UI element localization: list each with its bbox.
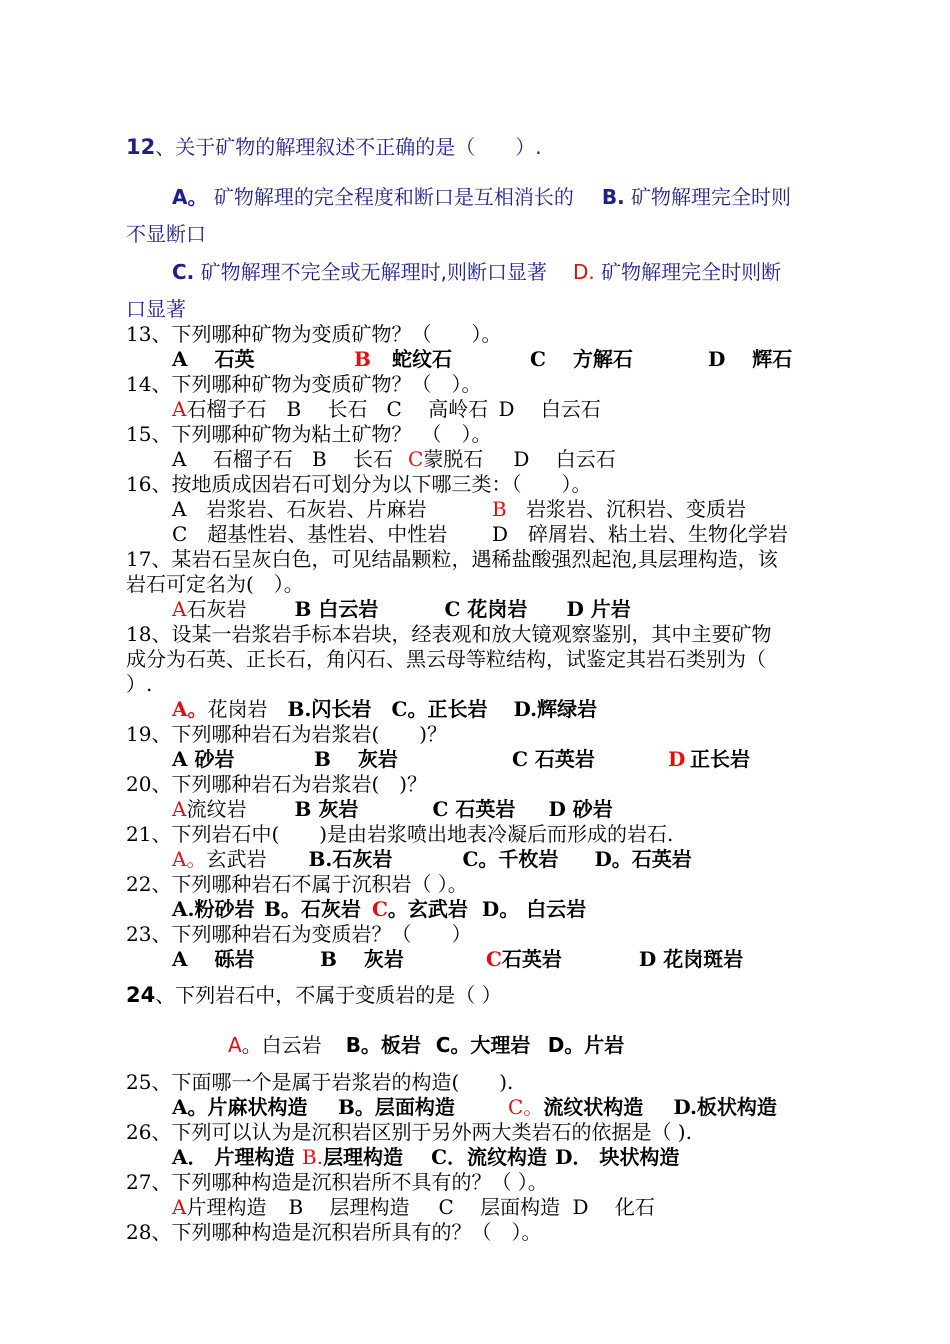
q16-option-d: D 碎屑岩、粘土岩、生物化学岩 xyxy=(492,522,789,546)
q12-option-b: 矿物解理完全时则 xyxy=(631,185,792,209)
q21-option-b: B.石灰岩 xyxy=(308,847,393,871)
question-15-options xyxy=(172,447,616,472)
q25-answer-key: C。 xyxy=(508,1095,544,1119)
question-23-title: 23、下列哪种岩石为变质岩？（ ） xyxy=(126,922,472,946)
q21-answer-key: A。 xyxy=(172,847,207,871)
q17-answer-key: A xyxy=(172,597,187,621)
question-21-title: 21、下列岩石中( )是由岩浆喷出地表冷凝后而形成的岩石. xyxy=(126,822,674,846)
question-20-options xyxy=(172,797,613,822)
q21-option-c: C。千枚岩 xyxy=(462,847,559,871)
q20-answer-key: A xyxy=(172,797,187,821)
question-16-options-cd xyxy=(172,522,788,547)
q25-option-a: A。片麻状构造 xyxy=(172,1095,308,1119)
q16-answer-key: B xyxy=(492,497,507,521)
question-27-options xyxy=(172,1195,655,1220)
q15-option-b: B 长石 xyxy=(312,447,394,471)
q19-answer-key: D xyxy=(668,747,686,771)
q12-option-c-key: C. xyxy=(172,260,195,284)
q21-option-d: D。石英岩 xyxy=(594,847,692,871)
q24-title-text: 、下列岩石中，不属于变质岩的是（ ） xyxy=(155,983,502,1007)
q22-option-d: D。 白云岩 xyxy=(481,897,587,921)
q15-answer-key: C xyxy=(408,447,424,471)
q13-option-d: D 辉石 xyxy=(708,347,793,371)
q18-option-d: D.辉绿岩 xyxy=(513,697,598,721)
question-19-title: 19、下列哪种岩石为岩浆岩( )？ xyxy=(126,722,448,746)
q14-option-d: D 白云石 xyxy=(498,397,601,421)
question-16-title: 16、按地质成因岩石可划分为以下哪三类：（ ）。 xyxy=(126,472,592,496)
q26-option-b: 层理构造 xyxy=(323,1145,404,1169)
q13-answer-key: B xyxy=(354,347,371,371)
q20-option-c: C 石英岩 xyxy=(432,797,516,821)
q17-option-b: B 白云岩 xyxy=(294,597,379,621)
q20-option-b: B 灰岩 xyxy=(294,797,359,821)
q22-option-c: 。玄武岩 xyxy=(387,897,468,921)
q17-option-c: C 花岗岩 xyxy=(444,597,528,621)
q23-option-b: B 灰岩 xyxy=(320,947,404,971)
q16-option-b: 岩浆岩、沉积岩、变质岩 xyxy=(526,497,746,521)
q20-option-d: D 砂岩 xyxy=(548,797,613,821)
q12-option-b-continued: 不显断口 xyxy=(126,222,206,246)
q22-answer-key: C xyxy=(372,897,388,921)
q15-option-c: 蒙脱石 xyxy=(423,447,484,471)
q27-option-c: C 层面构造 xyxy=(438,1195,561,1219)
question-17-line-1: 17、某岩石呈灰白色，可见结晶颗粒，遇稀盐酸强烈起泡,具层理构造，该 xyxy=(126,547,778,571)
question-13-options xyxy=(172,347,792,372)
q23-option-d: D 花岗斑岩 xyxy=(638,947,744,971)
question-16-options-ab xyxy=(172,497,746,522)
q20-option-a: 流纹岩 xyxy=(186,797,247,821)
q24-option-a: 。白云岩 xyxy=(241,1033,322,1057)
question-17-line-2: 岩石可定名为( ）。 xyxy=(126,572,304,596)
question-18-line-2: 成分为石英、正长石，角闪石、黑云母等粒结构，试鉴定其岩石类别为（ xyxy=(126,647,766,671)
question-22-title: 22、下列哪种岩石不属于沉积岩（ ）。 xyxy=(126,872,468,896)
q12-title-text: 、关于矿物的解理叙述不正确的是（ ）. xyxy=(155,135,542,159)
q27-option-b: B 层理构造 xyxy=(288,1195,410,1219)
q21-option-a: 玄武岩 xyxy=(206,847,267,871)
q24-option-b: B。板岩 xyxy=(345,1033,421,1057)
question-19-options xyxy=(172,747,750,772)
q19-option-c: C 石英岩 xyxy=(512,747,595,771)
q26-answer-key: B. xyxy=(302,1145,324,1169)
question-12-options-cd xyxy=(172,260,781,285)
question-27-title: 27、下列哪种构造是沉积岩所不具有的？（ ）。 xyxy=(126,1170,548,1194)
question-24-title: 24、下列岩石中，不属于变质岩的是（ ） xyxy=(126,983,502,1007)
q15-option-d: D 白云石 xyxy=(513,447,616,471)
q19-option-b: B 灰岩 xyxy=(314,747,398,771)
q26-option-a: A． 片理构造 xyxy=(172,1145,295,1169)
question-20-title: 20、下列哪种岩石为岩浆岩( )？ xyxy=(126,772,428,796)
question-24-options xyxy=(228,1033,624,1058)
q22-option-b: B。石灰岩 xyxy=(264,897,361,921)
question-26-options xyxy=(172,1145,679,1170)
q16-option-c: C 超基性岩、基性岩、中性岩 xyxy=(172,522,448,546)
question-13-title: 13、下列哪种矿物为变质矿物？（ ）。 xyxy=(126,322,502,346)
q27-option-a: 片理构造 xyxy=(186,1195,267,1219)
q14-answer-key: A xyxy=(172,397,187,421)
question-12-title: 12、关于矿物的解理叙述不正确的是（ ）. xyxy=(126,135,542,159)
q27-option-d: D 化石 xyxy=(572,1195,655,1219)
q25-option-d: D.板状构造 xyxy=(673,1095,777,1119)
q14-option-c: C 高岭石 xyxy=(386,397,489,421)
q15-option-a: A 石榴子石 xyxy=(172,447,293,471)
q12-option-d-continued: 口显著 xyxy=(126,297,186,321)
question-18-line-3: ）. xyxy=(126,672,153,696)
q19-option-a: A 砂岩 xyxy=(172,747,235,771)
q26-option-d: D． 块状构造 xyxy=(555,1145,680,1169)
question-25-options xyxy=(172,1095,777,1120)
q24-answer-key: A xyxy=(228,1033,242,1057)
question-21-options xyxy=(172,847,692,872)
q14-option-b: B 长石 xyxy=(286,397,368,421)
q13-option-c: C 方解石 xyxy=(530,347,633,371)
q12-option-d-key: D. xyxy=(573,260,595,284)
q22-option-a: A.粉砂岩 xyxy=(172,897,255,921)
question-18-options xyxy=(172,697,597,722)
question-15-title: 15、下列哪种矿物为粘土矿物？ （ ）。 xyxy=(126,422,492,446)
q17-option-a: 石灰岩 xyxy=(186,597,247,621)
q23-option-a: A 砾岩 xyxy=(172,947,255,971)
question-28-title: 28、下列哪种构造是沉积岩所具有的？（ ）。 xyxy=(126,1220,542,1244)
q18-option-c: C。正长岩 xyxy=(391,697,488,721)
question-22-options xyxy=(172,897,586,922)
q12-option-d: 矿物解理完全时则断 xyxy=(601,260,782,284)
q18-answer-key: A。 xyxy=(172,697,208,721)
q17-option-d: D 片岩 xyxy=(566,597,631,621)
question-12-options-ab xyxy=(172,185,791,210)
q19-option-d: 正长岩 xyxy=(690,747,750,771)
q24-option-c: C。大理岩 xyxy=(435,1033,531,1057)
question-18-line-1: 18、设某一岩浆岩手标本岩块，经表观和放大镜观察鉴别，其中主要矿物 xyxy=(126,622,772,646)
q27-answer-key: A xyxy=(172,1195,187,1219)
question-14-title: 14、下列哪种矿物为变质矿物？（ ）。 xyxy=(126,372,482,396)
q18-option-a: 花岗岩 xyxy=(207,697,268,721)
q12-option-a: 矿物解理的完全程度和断口是互相消长的 xyxy=(213,185,574,209)
q25-option-b: B。层面构造 xyxy=(338,1095,455,1119)
question-17-options xyxy=(172,597,631,622)
q12-option-a-key: A。 xyxy=(172,185,208,209)
q26-option-c: C．流纹构造 xyxy=(431,1145,547,1169)
q23-answer-key: C xyxy=(486,947,502,971)
q16-option-a: A 岩浆岩、石灰岩、片麻岩 xyxy=(172,497,427,521)
q25-option-c: 流纹状构造 xyxy=(543,1095,644,1119)
q13-option-b: 蛇纹石 xyxy=(392,347,452,371)
q23-option-c: 石英岩 xyxy=(501,947,562,971)
question-26-title: 26、下列可以认为是沉积岩区别于另外两大类岩石的依据是（ ). xyxy=(126,1120,692,1144)
question-25-title: 25、下面哪一个是属于岩浆岩的构造( ). xyxy=(126,1070,514,1094)
q12-option-c: 矿物解理不完全或无解理时,则断口显著 xyxy=(200,260,547,284)
q18-option-b: B.闪长岩 xyxy=(287,697,372,721)
q13-option-a: A 石英 xyxy=(172,347,255,371)
question-14-options xyxy=(172,397,601,422)
q14-option-a: 石榴子石 xyxy=(186,397,267,421)
q24-option-d: D。片岩 xyxy=(547,1033,625,1057)
question-23-options xyxy=(172,947,743,972)
q12-option-b-key: B. xyxy=(601,185,625,209)
